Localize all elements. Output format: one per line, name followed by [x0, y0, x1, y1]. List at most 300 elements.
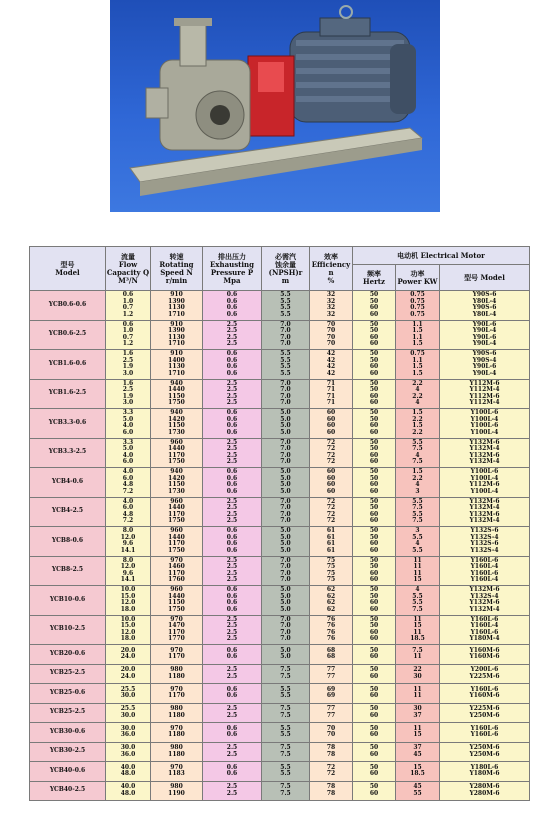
speed-cell	[151, 379, 203, 409]
model-cell: YCB10-2.5	[30, 615, 106, 645]
cell-value: 2.2	[412, 392, 423, 400]
cell-value: 1.9	[122, 392, 134, 400]
cell-value: Y100L-4	[470, 428, 499, 436]
cell-value: 8.0	[122, 556, 134, 564]
cell-value: 60	[369, 789, 379, 797]
cell-value: 60	[369, 369, 379, 377]
npsh-cell	[262, 586, 310, 616]
speed-cell	[151, 723, 203, 743]
cell-value: 15	[413, 731, 422, 739]
cell-value: 2.5	[226, 615, 238, 623]
model-cell: YCB10-0.6	[30, 586, 106, 616]
cell-value: 15	[413, 763, 422, 771]
cell-value: 5.5	[412, 497, 423, 505]
cell-value: 7.5	[280, 711, 291, 719]
cell-value: 1.5	[412, 340, 423, 348]
cell-value: 45	[413, 750, 422, 758]
flow-cell	[106, 350, 151, 380]
cell-value: 0.6	[226, 409, 238, 417]
flow-cell	[106, 723, 151, 743]
cell-value: 0.6	[226, 304, 238, 312]
cell-value: 5.0	[280, 422, 291, 430]
cell-value: 1390	[168, 297, 185, 305]
cell-value: Y100L-6	[470, 422, 499, 430]
efficiency-cell	[310, 703, 353, 723]
cell-value: 50	[369, 666, 379, 674]
cell-value: 0.6	[226, 546, 238, 554]
cell-value: 11	[413, 692, 422, 700]
cell-value: 32	[326, 297, 336, 305]
efficiency-cell	[310, 723, 353, 743]
cell-value: 2.5	[226, 451, 238, 459]
cell-value: 60	[369, 333, 379, 341]
cell-value: 4.8	[122, 510, 134, 518]
cell-value: 0.6	[226, 646, 238, 654]
cell-value: 60	[369, 653, 379, 661]
efficiency-cell	[310, 409, 353, 439]
motor-model-cell	[440, 350, 530, 380]
cell-value: 50	[369, 415, 379, 423]
cell-value: 5.5	[412, 438, 423, 446]
cell-value: 0.6	[226, 369, 238, 377]
header-motor-model: 型号 Model	[440, 265, 530, 291]
model-cell: YCB30-2.5	[30, 742, 106, 762]
cell-value: 960	[170, 438, 183, 446]
cell-value: 2.5	[226, 497, 238, 505]
table-row	[30, 781, 530, 801]
cell-value: 0.7	[122, 304, 134, 312]
cell-value: Y250M-6	[469, 711, 500, 719]
cell-value: 0.6	[226, 474, 238, 482]
table-row	[30, 409, 530, 439]
npsh-cell	[262, 438, 310, 468]
cell-value: 1420	[168, 415, 185, 423]
cell-value: 1130	[168, 333, 185, 341]
hertz-cell	[353, 320, 396, 350]
cell-value: Y112M-6	[469, 392, 500, 400]
cell-value: 12.0	[120, 628, 136, 636]
hertz-cell	[353, 762, 396, 782]
cell-value: 12.0	[120, 599, 136, 607]
cell-value: 0.6	[226, 527, 238, 535]
cell-value: 0.6	[122, 320, 134, 328]
cell-value: 61	[326, 540, 336, 548]
cell-value: 71	[326, 379, 336, 387]
cell-value: 0.6	[226, 415, 238, 423]
cell-value: 70	[326, 333, 336, 341]
cell-value: 70	[326, 327, 336, 335]
cell-value: 20.0	[120, 646, 136, 654]
pressure-cell	[203, 497, 262, 527]
cell-value: 1.1	[412, 320, 423, 328]
cell-value: 0.6	[226, 428, 238, 436]
hertz-cell	[353, 497, 396, 527]
cell-value: 4	[415, 586, 420, 594]
cell-value: 980	[170, 705, 183, 713]
cell-value: 1750	[168, 517, 185, 525]
cell-value: 42	[326, 350, 336, 358]
cell-value: Y160L-6	[470, 556, 499, 564]
cell-value: 0.6	[226, 481, 238, 489]
motor-model-cell	[440, 438, 530, 468]
cell-value: 37	[413, 711, 422, 719]
cell-value: 60	[326, 422, 336, 430]
hertz-cell	[353, 527, 396, 557]
cell-value: 11	[413, 724, 422, 732]
cell-value: 7.0	[280, 569, 291, 577]
speed-cell	[151, 497, 203, 527]
cell-value: 5.5	[280, 724, 291, 732]
hertz-cell	[353, 379, 396, 409]
cell-value: 7.0	[280, 399, 291, 407]
cell-value: 5.0	[280, 468, 291, 476]
cell-value: 18.0	[120, 635, 136, 643]
efficiency-cell	[310, 781, 353, 801]
cell-value: 0.6	[226, 468, 238, 476]
hertz-cell	[353, 350, 396, 380]
pressure-cell	[203, 664, 262, 684]
cell-value: Y80L-4	[472, 297, 497, 305]
flow-cell	[106, 762, 151, 782]
cell-value: 72	[326, 763, 336, 771]
flow-cell	[106, 684, 151, 704]
cell-value: 5.5	[280, 356, 291, 364]
cell-value: 48.0	[120, 789, 136, 797]
cell-value: 2.5	[226, 379, 238, 387]
cell-value: 7.0	[280, 635, 291, 643]
efficiency-cell	[310, 664, 353, 684]
cell-value: 2.5	[226, 517, 238, 525]
efficiency-cell	[310, 742, 353, 762]
power-cell	[396, 438, 440, 468]
cell-value: 7.0	[280, 497, 291, 505]
cell-value: 48.0	[120, 770, 136, 778]
gear-pump-illustration	[110, 0, 440, 212]
cell-value: Y132M-6	[469, 510, 500, 518]
cell-value: 7.2	[122, 517, 134, 525]
header-pressure: 排出压力 Exhausting Pressure P Mpa	[203, 247, 262, 291]
flow-cell	[106, 645, 151, 665]
cell-value: Y100L-6	[470, 468, 499, 476]
cell-value: 60	[326, 428, 336, 436]
cell-value: 1750	[168, 399, 185, 407]
cell-value: Y180M-4	[469, 635, 500, 643]
cell-value: 61	[326, 533, 336, 541]
cell-value: Y160M-6	[469, 653, 500, 661]
cell-value: 5.5	[412, 592, 423, 600]
cell-value: 1170	[168, 653, 185, 661]
cell-value: 7.0	[280, 379, 291, 387]
pressure-cell	[203, 556, 262, 586]
cell-value: Y90L-6	[472, 333, 497, 341]
cell-value: 7.0	[280, 510, 291, 518]
cell-value: 1710	[168, 310, 185, 318]
speed-cell	[151, 468, 203, 498]
cell-value: 1170	[168, 451, 185, 459]
cell-value: 4	[415, 481, 420, 489]
cell-value: 0.6	[226, 605, 238, 613]
pressure-cell	[203, 615, 262, 645]
cell-value: Y160L-4	[470, 622, 499, 630]
pressure-cell	[203, 379, 262, 409]
power-cell	[396, 781, 440, 801]
cell-value: 5.0	[280, 487, 291, 495]
cell-value: 0.6	[226, 297, 238, 305]
cell-value: 7.0	[280, 628, 291, 636]
speed-cell	[151, 438, 203, 468]
cell-value: 970	[170, 763, 183, 771]
cell-value: 940	[170, 379, 183, 387]
cell-value: 3.0	[122, 369, 134, 377]
power-cell	[396, 664, 440, 684]
cell-value: 5.5	[280, 350, 291, 358]
cell-value: 62	[326, 599, 336, 607]
cell-value: Y90S-6	[472, 291, 497, 299]
cell-value: 50	[369, 563, 379, 571]
cell-value: 7.0	[280, 622, 291, 630]
header-speed: 转速 Rotating Speed N r/min	[151, 247, 203, 291]
cell-value: Y132M-6	[469, 451, 500, 459]
cell-value: 970	[170, 556, 183, 564]
cell-value: 5.5	[280, 770, 291, 778]
cell-value: 1180	[168, 731, 185, 739]
spec-table	[29, 246, 530, 801]
pressure-cell	[203, 527, 262, 557]
cell-value: 2.5	[226, 563, 238, 571]
efficiency-cell	[310, 762, 353, 782]
cell-value: 30.0	[120, 711, 136, 719]
motor-model-cell	[440, 664, 530, 684]
cell-value: 18.0	[120, 605, 136, 613]
model-cell: YCB0.6-0.6	[30, 291, 106, 321]
cell-value: 5.5	[412, 546, 423, 554]
cell-value: 60	[369, 392, 379, 400]
cell-value: 50	[369, 685, 379, 693]
cell-value: 5.5	[280, 310, 291, 318]
cell-value: 2.5	[226, 576, 238, 584]
flow-cell	[106, 379, 151, 409]
product-photo	[110, 0, 440, 212]
speed-cell	[151, 742, 203, 762]
cell-value: 0.6	[226, 592, 238, 600]
motor-model-cell	[440, 497, 530, 527]
npsh-cell	[262, 497, 310, 527]
cell-value: 0.6	[226, 533, 238, 541]
cell-value: 71	[326, 386, 336, 394]
npsh-cell	[262, 320, 310, 350]
cell-value: 10.0	[120, 586, 136, 594]
cell-value: 77	[326, 705, 336, 713]
cell-value: 1440	[168, 533, 185, 541]
cell-value: 5.0	[280, 592, 291, 600]
cell-value: 1150	[168, 392, 185, 400]
cell-value: Y132M-4	[469, 458, 500, 466]
cell-value: 5.0	[280, 546, 291, 554]
cell-value: 910	[170, 350, 183, 358]
cell-value: 75	[326, 556, 336, 564]
cell-value: 7.2	[122, 487, 134, 495]
cell-value: 5.5	[280, 363, 291, 371]
cell-value: 72	[326, 445, 336, 453]
npsh-cell	[262, 703, 310, 723]
cell-value: 2.5	[226, 622, 238, 630]
cell-value: Y250M-6	[469, 750, 500, 758]
cell-value: 50	[369, 474, 379, 482]
cell-value: 60	[369, 770, 379, 778]
cell-value: 1180	[168, 672, 185, 680]
motor-model-cell	[440, 645, 530, 665]
flow-cell	[106, 615, 151, 645]
motor-model-cell	[440, 291, 530, 321]
cell-value: 1.5	[412, 468, 423, 476]
efficiency-cell	[310, 684, 353, 704]
pressure-cell	[203, 409, 262, 439]
cell-value: 1130	[168, 363, 185, 371]
cell-value: Y132M-4	[469, 445, 500, 453]
cell-value: 7.5	[280, 672, 291, 680]
cell-value: 5.5	[280, 297, 291, 305]
cell-value: 78	[326, 783, 336, 791]
speed-cell	[151, 586, 203, 616]
cell-value: 62	[326, 605, 336, 613]
cell-value: 9.6	[122, 540, 134, 548]
cell-value: Y132M-6	[469, 599, 500, 607]
cell-value: 7.5	[280, 705, 291, 713]
cell-value: 70	[326, 724, 336, 732]
speed-cell	[151, 684, 203, 704]
speed-cell	[151, 350, 203, 380]
hertz-cell	[353, 586, 396, 616]
cell-value: 69	[326, 685, 336, 693]
cell-value: 60	[326, 409, 336, 417]
cell-value: 25.5	[120, 705, 136, 713]
cell-value: 60	[369, 510, 379, 518]
motor-model-cell	[440, 527, 530, 557]
cell-value: 60	[369, 399, 379, 407]
hertz-cell	[353, 684, 396, 704]
pressure-cell	[203, 320, 262, 350]
cell-value: Y132M-6	[469, 438, 500, 446]
cell-value: 60	[369, 310, 379, 318]
flow-cell	[106, 527, 151, 557]
power-cell	[396, 586, 440, 616]
motor-model-cell	[440, 781, 530, 801]
cell-value: 71	[326, 399, 336, 407]
cell-value: 7.0	[280, 327, 291, 335]
cell-value: 60	[369, 628, 379, 636]
power-cell	[396, 527, 440, 557]
cell-value: 76	[326, 628, 336, 636]
cell-value: 70	[326, 320, 336, 328]
cell-value: 5.0	[280, 474, 291, 482]
cell-value: 18.5	[410, 635, 425, 643]
cell-value: Y100L-4	[470, 487, 499, 495]
spec-sheet	[29, 246, 529, 797]
cell-value: 72	[326, 438, 336, 446]
cell-value: 1170	[168, 628, 185, 636]
cell-value: 68	[326, 653, 336, 661]
cell-value: 1180	[168, 711, 185, 719]
cell-value: 5.0	[280, 605, 291, 613]
model-cell: YCB8-2.5	[30, 556, 106, 586]
cell-value: 5.0	[280, 653, 291, 661]
motor-model-cell	[440, 379, 530, 409]
cell-value: 32	[326, 304, 336, 312]
cell-value: 50	[369, 504, 379, 512]
hertz-cell	[353, 291, 396, 321]
cell-value: 30	[413, 672, 422, 680]
cell-value: 50	[369, 445, 379, 453]
cell-value: 7.0	[280, 340, 291, 348]
speed-cell	[151, 645, 203, 665]
cell-value: 0.6	[226, 363, 238, 371]
model-cell: YCB3.3-2.5	[30, 438, 106, 468]
cell-value: 2.5	[226, 320, 238, 328]
cell-value: 50	[369, 386, 379, 394]
cell-value: 62	[326, 592, 336, 600]
cell-value: 4	[415, 451, 420, 459]
cell-value: 60	[369, 451, 379, 459]
cell-value: 940	[170, 468, 183, 476]
table-row	[30, 556, 530, 586]
flow-cell	[106, 556, 151, 586]
cell-value: 1170	[168, 569, 185, 577]
cell-value: 50	[369, 783, 379, 791]
cell-value: 5.0	[280, 428, 291, 436]
table-row	[30, 742, 530, 762]
cell-value: 70	[326, 731, 336, 739]
cell-value: 76	[326, 622, 336, 630]
cell-value: 72	[326, 497, 336, 505]
hertz-cell	[353, 438, 396, 468]
table-row	[30, 291, 530, 321]
cell-value: Y132M-6	[469, 497, 500, 505]
cell-value: 50	[369, 409, 379, 417]
cell-value: 1730	[168, 428, 185, 436]
cell-value: 4	[415, 540, 420, 548]
cell-value: Y160L-4	[470, 576, 499, 584]
cell-value: 1390	[168, 327, 185, 335]
cell-value: 0.75	[410, 297, 425, 305]
cell-value: Y160L-4	[470, 563, 499, 571]
power-cell	[396, 703, 440, 723]
cell-value: 2.2	[412, 474, 423, 482]
cell-value: 1770	[168, 635, 185, 643]
cell-value: 2.5	[226, 628, 238, 636]
cell-value: 11	[413, 556, 422, 564]
cell-value: Y132S-6	[470, 540, 499, 548]
pressure-cell	[203, 742, 262, 762]
cell-value: 4.0	[122, 497, 134, 505]
cell-value: 75	[326, 569, 336, 577]
cell-value: 1170	[168, 510, 185, 518]
cell-value: 60	[369, 711, 379, 719]
cell-value: 7.5	[280, 744, 291, 752]
speed-cell	[151, 527, 203, 557]
cell-value: 1.5	[412, 363, 423, 371]
cell-value: 0.6	[226, 586, 238, 594]
cell-value: 60	[369, 340, 379, 348]
table-row	[30, 527, 530, 557]
table-row	[30, 684, 530, 704]
flow-cell	[106, 320, 151, 350]
cell-value: 7.0	[280, 386, 291, 394]
cell-value: 910	[170, 291, 183, 299]
cell-value: 3	[415, 487, 420, 495]
cell-value: Y112M-4	[469, 386, 500, 394]
model-cell: YCB25-2.5	[30, 664, 106, 684]
cell-value: 7.0	[280, 576, 291, 584]
